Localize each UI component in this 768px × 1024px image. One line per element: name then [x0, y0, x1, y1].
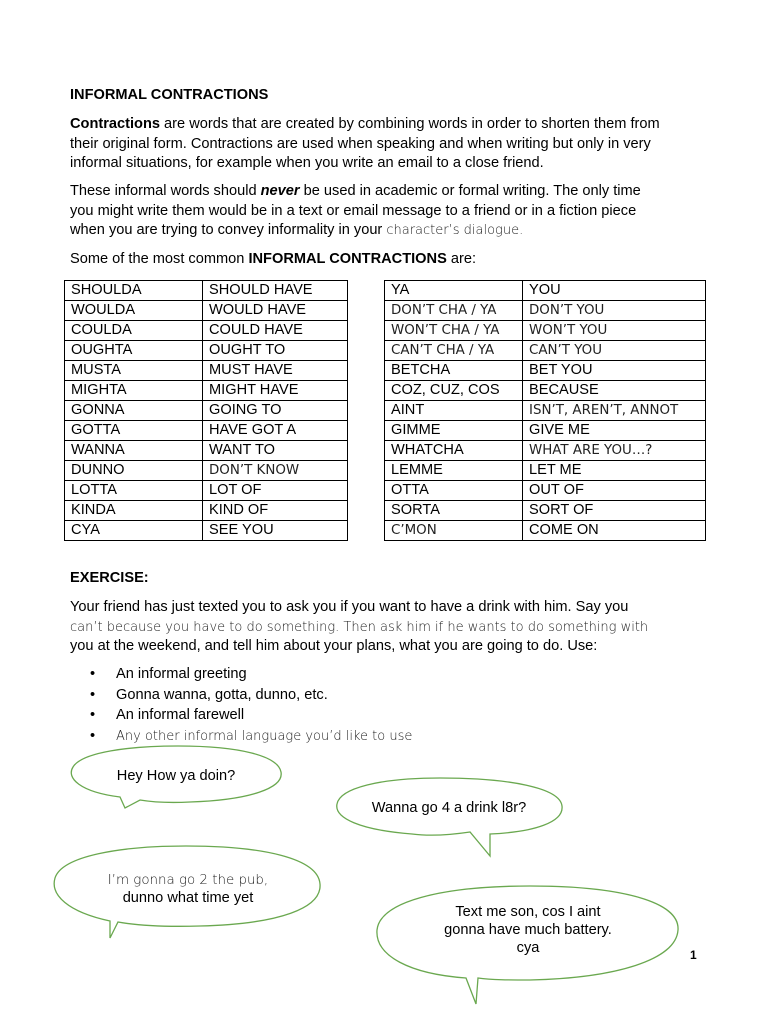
informal-form-cell: CYA [65, 521, 203, 541]
bullet-text: Gonna wanna, gotta, dunno, etc. [116, 686, 328, 703]
informal-form-cell: MUSTA [65, 361, 203, 381]
bubble-3-line2: dunno what time yet [122, 890, 254, 906]
meaning-cell: SORT OF [523, 501, 706, 521]
meaning-cell: YOU [523, 281, 706, 301]
meaning-cell: COME ON [523, 521, 706, 541]
meaning-cell: KIND OF [203, 501, 348, 521]
informal-form-cell: WHATCHA [385, 441, 523, 461]
meaning-cell: DON’T YOU [523, 301, 706, 321]
intro-term: Contractions [70, 116, 160, 132]
informal-form-cell: GONNA [65, 401, 203, 421]
meaning-cell: ISN’T, AREN’T, ANNOT [523, 401, 706, 421]
informal-form-cell: OTTA [385, 481, 523, 501]
informal-form-cell: GIMME [385, 421, 523, 441]
informal-form-cell: COULDA [65, 321, 203, 341]
informal-form-cell: WOULDA [65, 301, 203, 321]
meaning-cell: COULD HAVE [203, 321, 348, 341]
informal-form-cell: WANNA [65, 441, 203, 461]
speech-bubble-2 [337, 778, 562, 856]
meaning-cell: LET ME [523, 461, 706, 481]
meaning-cell: MUST HAVE [203, 361, 348, 381]
informal-form-cell: LEMME [385, 461, 523, 481]
bubble-4-line2: gonna have much battery. [444, 922, 612, 938]
intro-line1: are words that are created by combining words in order to shorten them from [160, 116, 660, 132]
meaning-cell: OUT OF [523, 481, 706, 501]
bullet-icon: • [90, 707, 96, 723]
meaning-cell: WANT TO [203, 441, 348, 461]
informal-form-cell: GOTTA [65, 421, 203, 441]
informal-form-cell: BETCHA [385, 361, 523, 381]
meaning-cell: GIVE ME [523, 421, 706, 441]
bullet-text: An informal greeting [116, 666, 247, 682]
informal-form-cell: C’MON [385, 521, 523, 541]
exercise-line3: you at the weekend, and tell him about your plans, what you are going to do. Use: [70, 638, 598, 654]
intro-line3: informal situations, for example when you write an email to a close friend. [70, 155, 544, 171]
meaning-cell: HAVE GOT A [203, 421, 348, 441]
lead-a: Some of the most common [70, 251, 249, 267]
informal-form-cell: AINT [385, 401, 523, 421]
bubble-3-line1: I’m gonna go 2 the pub, [107, 873, 269, 888]
meaning-cell: BECAUSE [523, 381, 706, 401]
warning-line3b: character’s dialogue. [386, 223, 524, 238]
exercise-line2: can’t because you have to do something. Then ask him if he wants to do something with [70, 619, 649, 635]
informal-form-cell: WON’T CHA / YA [385, 321, 523, 341]
informal-form-cell: KINDA [65, 501, 203, 521]
informal-form-cell: LOTTA [65, 481, 203, 501]
bullet-text: An informal farewell [116, 707, 245, 723]
informal-form-cell: CAN’T CHA / YA [385, 341, 523, 361]
meaning-cell: WON’T YOU [523, 321, 706, 341]
bubble-2-text: Wanna go 4 a drink l8r? [371, 800, 527, 816]
meaning-cell: WHAT ARE YOU…? [523, 441, 706, 461]
informal-form-cell: DON’T CHA / YA [385, 301, 523, 321]
meaning-cell: BET YOU [523, 361, 706, 381]
intro-line2: their original form. Contractions are used when speaking and when writing but only in very [70, 135, 651, 152]
lead-b: INFORMAL CONTRACTIONS [248, 251, 447, 267]
warning-line2: you might write them would be in a text or email message to a friend or in a fiction piece [70, 202, 637, 219]
bullet-text: Any other informal language you’d like to use [116, 728, 413, 744]
warning-emphasis: never [260, 183, 300, 199]
warning-line3a: when you are trying to convey informality in your [70, 222, 387, 238]
informal-form-cell: COZ, CUZ, COS [385, 381, 523, 401]
meaning-cell: MIGHT HAVE [203, 381, 348, 401]
warning-line1b: be used in academic or formal writing. The only time [299, 183, 641, 199]
page-heading: INFORMAL CONTRACTIONS [70, 87, 269, 103]
bubble-4-line3: cya [516, 940, 540, 956]
bullet-icon: • [90, 666, 96, 682]
meaning-cell: SHOULD HAVE [203, 281, 348, 301]
informal-form-cell: MIGHTA [65, 381, 203, 401]
bullet-icon: • [90, 686, 96, 703]
warning-line1a: These informal words should [70, 183, 261, 199]
bullet-icon: • [90, 727, 96, 744]
exercise-line1: Your friend has just texted you to ask you if you want to have a drink with him. Say you [70, 599, 629, 615]
informal-form-cell: DUNNO [65, 461, 203, 481]
meaning-cell: CAN’T YOU [523, 341, 706, 361]
meaning-cell: DON’T KNOW [203, 461, 348, 481]
meaning-cell: GOING TO [203, 401, 348, 421]
lead-c: are: [446, 251, 477, 267]
meaning-cell: OUGHT TO [203, 341, 348, 361]
meaning-cell: WOULD HAVE [203, 301, 348, 321]
meaning-cell: LOT OF [203, 481, 348, 501]
informal-form-cell: YA [385, 281, 523, 301]
informal-form-cell: SORTA [385, 501, 523, 521]
bubble-1-text: Hey How ya doin? [116, 768, 236, 784]
bubble-4-line1: Text me son, cos I aint [455, 904, 601, 920]
page-number: 1 [690, 948, 697, 962]
informal-form-cell: SHOULDA [65, 281, 203, 301]
informal-form-cell: OUGHTA [65, 341, 203, 361]
meaning-cell: SEE YOU [203, 521, 348, 541]
exercise-heading: EXERCISE: [70, 570, 149, 586]
